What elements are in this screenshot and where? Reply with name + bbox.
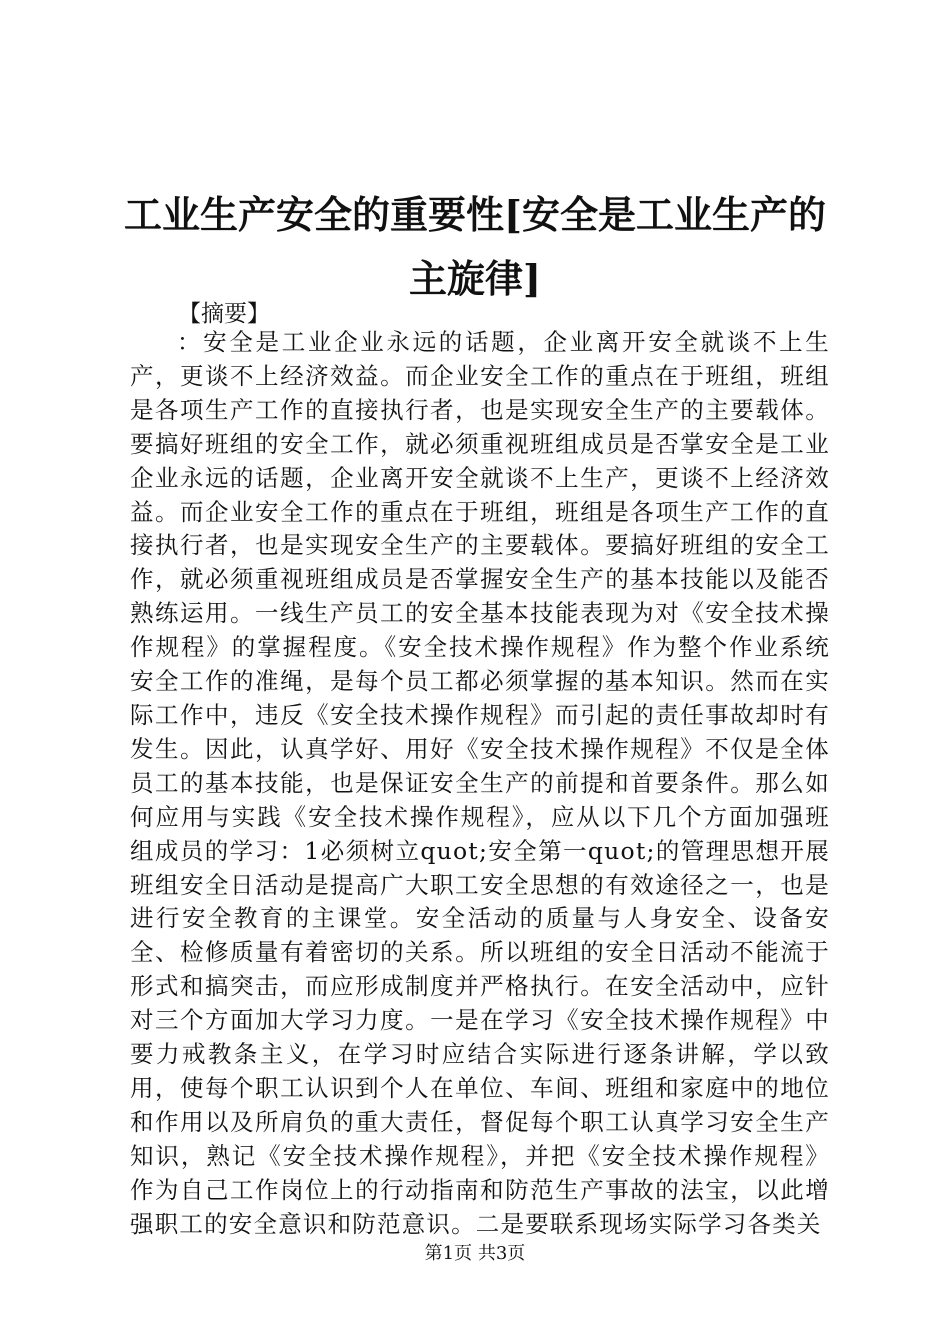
- abstract-body: ：安全是工业企业永远的话题，企业离开安全就谈不上生产，更谈不上经济效益。而企业安全工作的重点在于班组，班组是各项生产工作的直接执行者，也是实现安全生产的主要载体。要搞好班组的安全工作，就必须重视班组成员是否掌安全是工业企业永远的话题，企业离开安全就谈不上生产，更谈不上经济效益。而企业安全工作的重点在于班组，班组是各项生产工作的直接执行者，也是实现安全生产的主要载体。要搞好班组的安全工作，就必须重视班组成员是否掌握安全生产的基本技能以及能否熟练运用。一线生产员工的安全基本技能表现为对《安全技术操作规程》的掌握程度。《安全技术操作规程》作为整个作业系统安全工作的准绳，是每个员工都必须掌握的基本知识。然而在实际工作中，违反《安全技术操作规程》而引起的责任事故却时有发生。因此，认真学好、用好《安全技术操作规程》不仅是全体员工的基本技能，也是保证安全生产的前提和首要条件。那么如何应用与实践《安全技术操作规程》，应从以下几个方面加强班组成员的学习：1必须树立quot;安全第一quot;的管理思想开展班组安全日活动是提高广大职工安全思想的有效途径之一，也是进行安全教育的主课堂。安全活动的质量与人身安全、设备安全、检修质量有着密切的关系。所以班组的安全日活动不能流于形式和搞突击，而应形成制度并严格执行。在安全活动中，应针对三个方面加大学习力度。一是在学习《安全技术操作规程》中要力戒教条主义，在学习时应结合实际进行逐条讲解，学以致用，使每个职工认识到个人在单位、车间、班组和家庭中的地位和作用以及所肩负的重大责任，督促每个职工认真学习安全生产知识，熟记《安全技术操作规程》，并把《安全技术操作规程》作为自己工作岗位上的行动指南和防范生产事故的法宝，以此增强职工的安全意识和防范意识。二是要联系现场实际学习各类关: [130, 328, 830, 1238]
- page-indicator: 第1页 共3页: [424, 1243, 526, 1264]
- document-title: 工业生产安全的重要性[安全是工业生产的主旋律]: [124, 192, 826, 301]
- page-footer: [0, 1243, 950, 1265]
- abstract-label: 【摘要】: [178, 301, 270, 327]
